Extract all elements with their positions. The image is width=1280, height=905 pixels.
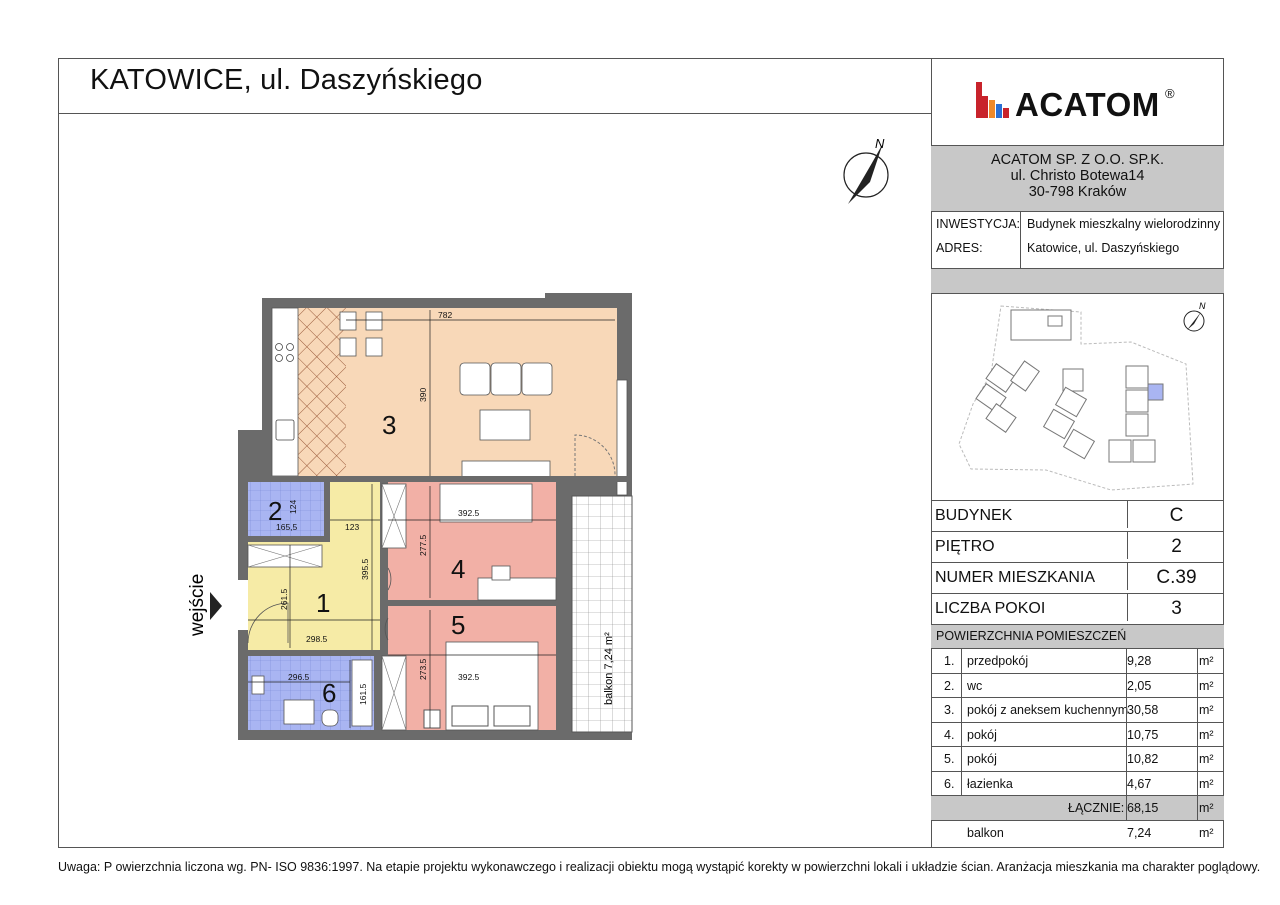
area-no: 4.	[944, 727, 955, 742]
area-value: 9,28	[1127, 654, 1152, 668]
area-name: przedpokój	[967, 654, 1029, 668]
dim-124: 124	[288, 499, 298, 514]
building-value: C	[1127, 501, 1225, 528]
site-map	[931, 294, 1224, 501]
area-row	[931, 772, 1224, 797]
floor-label: PIĘTRO	[935, 538, 995, 555]
compass-north-label: N	[875, 136, 885, 151]
room-number-5: 5	[451, 610, 466, 640]
areas-header: POWIERZCHNIA POMIESZCZEŃ	[931, 625, 1224, 649]
area-unit: m²	[1199, 752, 1214, 766]
area-unit: m²	[1199, 703, 1214, 717]
area-name: pokój	[967, 727, 997, 742]
dim-273-5: 273.5	[418, 658, 428, 680]
address-value: Katowice, ul. Daszyńskiego	[1027, 241, 1180, 255]
logo-wordmark: ACATOM	[1015, 86, 1160, 123]
investment-separator	[1020, 212, 1021, 268]
info-row-apartment	[931, 563, 1224, 594]
site-map-drawing	[931, 294, 1224, 501]
company-name: ACATOM SP. Z O.O. SP.K.	[991, 152, 1164, 168]
area-row	[931, 674, 1224, 699]
dim-390: 390	[418, 387, 428, 402]
acatom-logo-icon	[975, 80, 1013, 120]
room-number-1: 1	[316, 588, 331, 618]
area-value: 4,67	[1127, 776, 1152, 791]
total-label: ŁĄCZNIE:	[1068, 801, 1125, 815]
area-no: 5.	[944, 752, 955, 766]
area-no: 6.	[944, 776, 955, 791]
compass-icon	[844, 136, 888, 204]
area-unit: m²	[1199, 776, 1214, 791]
area-row	[931, 747, 1224, 772]
room-number-6: 6	[322, 678, 337, 708]
room-number-2: 2	[268, 496, 283, 526]
kitchen-hatch	[298, 308, 346, 476]
area-no: 3.	[944, 703, 955, 717]
building-label: BUDYNEK	[935, 507, 1013, 524]
dim-296-5: 296.5	[288, 672, 310, 682]
area-no: 2.	[944, 678, 955, 693]
dim-392-5b: 392.5	[458, 672, 480, 682]
info-row-floor	[931, 532, 1224, 563]
total-unit: m²	[1199, 801, 1214, 815]
area-col-sep	[1126, 649, 1127, 821]
address-label: ADRES:	[936, 241, 983, 255]
area-unit: m²	[1199, 727, 1214, 742]
room-number-3: 3	[382, 410, 397, 440]
company-city: 30-798 Kraków	[1028, 184, 1127, 200]
site-map-north-label: N	[1199, 301, 1206, 311]
area-value: 10,82	[1127, 752, 1159, 766]
logo-registered: ®	[1165, 86, 1175, 101]
balcony-unit: m²	[1199, 825, 1214, 840]
floor-value: 2	[1127, 532, 1225, 559]
balcony-value: 7,24	[1127, 825, 1152, 840]
dim-261-5: 261.5	[279, 588, 289, 610]
area-value: 30,58	[1127, 703, 1159, 717]
balcony-fill	[572, 496, 632, 732]
rooms-count-label: LICZBA POKOI	[935, 600, 1046, 617]
investment-value: Budynek mieszkalny wielorodzinny	[1027, 217, 1221, 231]
dim-395-5: 395.5	[360, 558, 370, 580]
balcony-plan-label: balkon 7,24 m²	[603, 632, 615, 705]
dim-782: 782	[438, 310, 453, 320]
area-no: 1.	[944, 654, 955, 668]
area-col-sep	[961, 649, 962, 796]
footer-note: Uwaga: P owierzchnia liczona wg. PN- ISO 9836:1997. Na etapie projektu wykonawczego i realizacji obiektu mogą wystąpić korekty w powierzchni lokali i układzie ścian. Aranżacja mieszkania ma charakter poglądowy.	[58, 860, 1261, 874]
area-name: łazienka	[967, 776, 1013, 791]
balcony-label: balkon	[967, 825, 1004, 840]
area-unit: m²	[1199, 654, 1214, 668]
info-row-building	[931, 501, 1224, 532]
area-name: wc	[967, 678, 983, 693]
company-box	[931, 145, 1224, 212]
dim-277-5: 277.5	[418, 534, 428, 556]
dim-165-5: 165,5	[276, 522, 298, 532]
apartment-value: C.39	[1127, 563, 1225, 590]
area-balcony-row	[931, 821, 1224, 846]
total-value: 68,15	[1127, 801, 1159, 815]
rooms-count-value: 3	[1127, 594, 1225, 621]
area-row	[931, 723, 1224, 748]
area-name: pokój z aneksem kuchennym	[967, 703, 1129, 717]
entrance-label: wejście	[187, 573, 208, 636]
dim-161-5: 161.5	[358, 683, 368, 705]
area-total-row	[931, 796, 1224, 821]
grey-strip	[931, 268, 1224, 294]
area-value: 2,05	[1127, 678, 1152, 693]
area-name: pokój	[967, 752, 997, 766]
apartment-label: NUMER MIESZKANIA	[935, 569, 1096, 586]
dim-123: 123	[345, 522, 360, 532]
info-row-rooms	[931, 594, 1224, 625]
dim-392-5: 392.5	[458, 508, 480, 518]
area-row	[931, 698, 1224, 723]
dim-298-5: 298.5	[306, 634, 328, 644]
page-title: KATOWICE, ul. Daszyńskiego	[90, 64, 483, 96]
area-row	[931, 649, 1224, 674]
room-number-4: 4	[451, 554, 466, 584]
area-col-sep	[1197, 649, 1198, 821]
area-unit: m²	[1199, 678, 1214, 693]
investment-label: INWESTYCJA:	[936, 217, 1021, 231]
area-value: 10,75	[1127, 727, 1159, 742]
entrance-arrow-icon	[210, 592, 222, 620]
company-street: ul. Christo Botewa14	[1010, 168, 1145, 184]
